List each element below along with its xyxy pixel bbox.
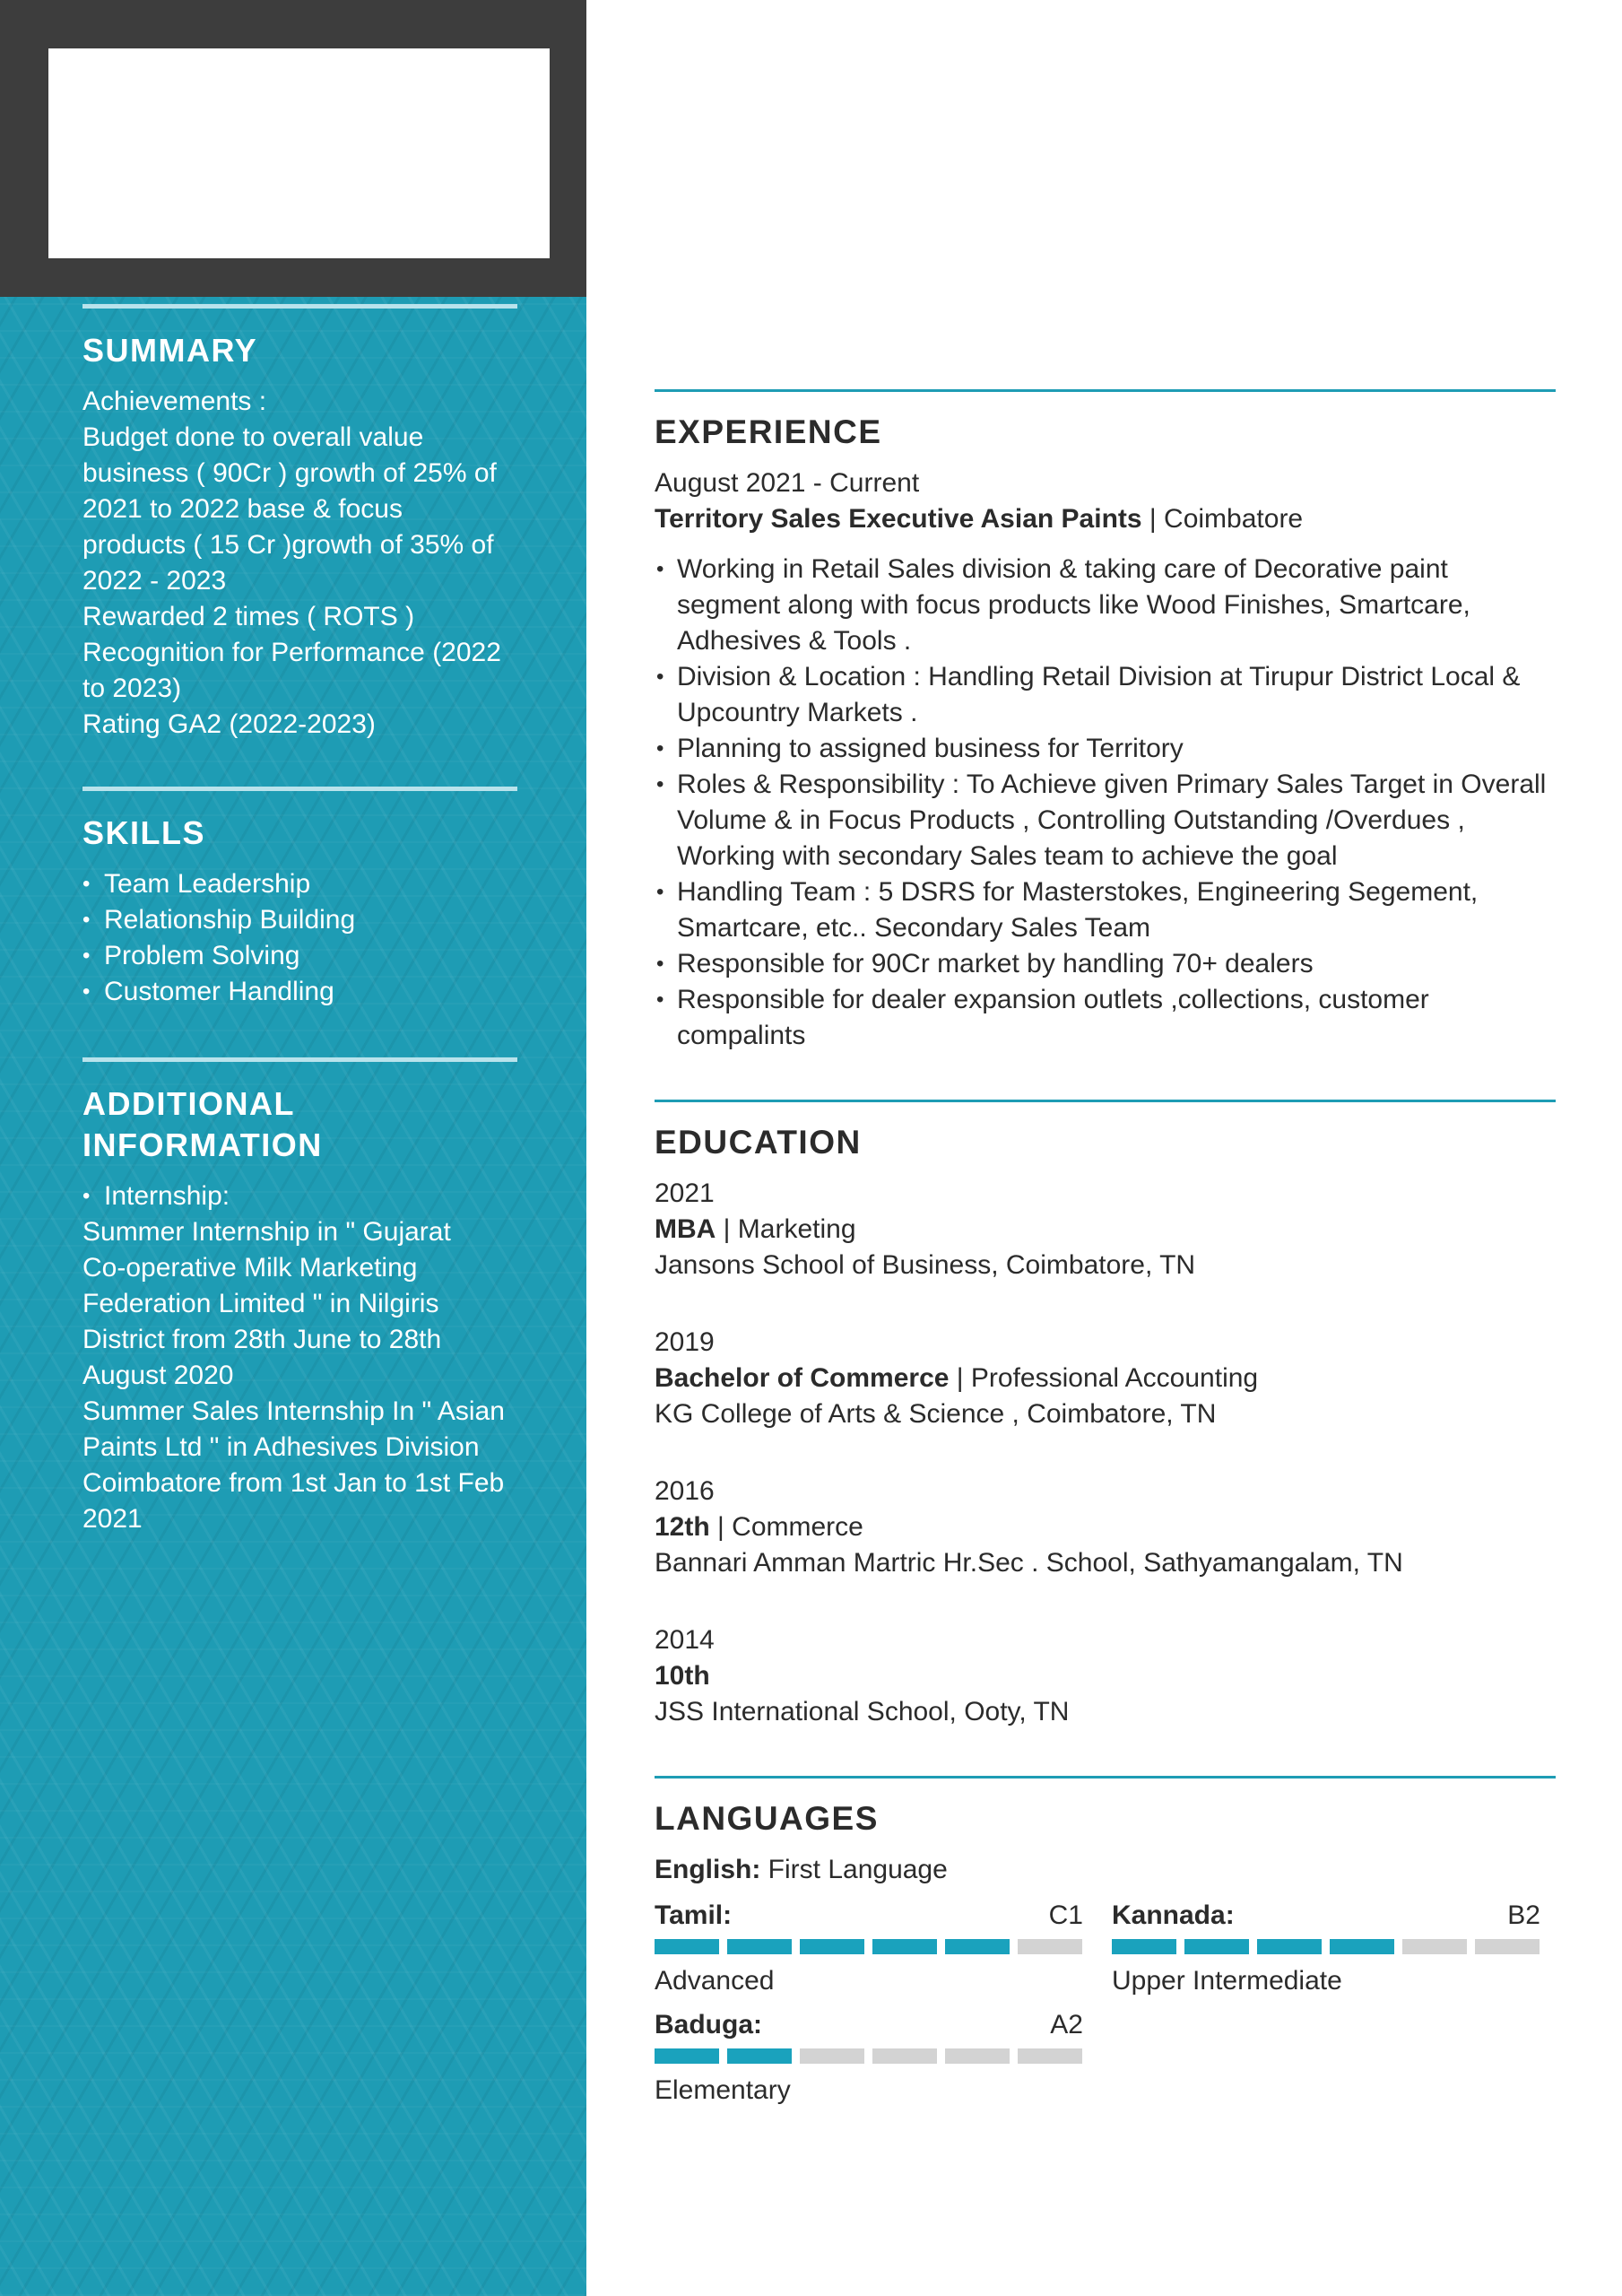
education-degree-line	[655, 1212, 1556, 1248]
experience-bullet: • Responsible for dealer expansion outlets ,collections, customer compalints	[655, 982, 1556, 1054]
proficiency-segment-filled	[1184, 1939, 1249, 1954]
proficiency-segment-filled	[945, 1939, 1010, 1954]
language-level: Upper Intermediate	[1112, 1966, 1342, 1996]
experience-bullets	[655, 552, 1556, 1054]
education-degree: 10th	[655, 1661, 710, 1691]
language-kannada	[1112, 1898, 1540, 1999]
experience-role	[655, 501, 1556, 537]
skill-item: • Team Leadership	[82, 866, 517, 902]
divider	[82, 1057, 517, 1062]
proficiency-segment-filled	[800, 1939, 864, 1954]
additional-heading-line1: ADDITIONAL	[82, 1085, 295, 1122]
language-level: Elementary	[655, 2075, 791, 2105]
internship-bullet: • Internship:	[82, 1178, 517, 1214]
experience-bullet: • Roles & Responsibility : To Achieve given Primary Sales Target in Overall Volume & in Focus Products , Controlling Outstanding /Overdues , Working with secondary Sales team to achieve the goal	[655, 767, 1556, 874]
education-item	[655, 1176, 1556, 1283]
first-language	[655, 1852, 1556, 1888]
experience-bullet: • Handling Team : 5 DSRS for Masterstokes, Engineering Segement, Smartcare, etc.. Secondary Sales Team	[655, 874, 1556, 946]
experience-bullet: • Responsible for 90Cr market by handling 70+ dealers	[655, 946, 1556, 982]
education-degree-line	[655, 1361, 1556, 1396]
experience-bullet: • Division & Location : Handling Retail Division at Tirupur District Local & Upcountry Markets .	[655, 659, 1556, 731]
education-degree: MBA	[655, 1214, 716, 1244]
proficiency-segment-filled	[1112, 1939, 1176, 1954]
proficiency-segment-empty	[800, 2048, 864, 2064]
divider	[655, 389, 1556, 392]
education-degree: Bachelor of Commerce	[655, 1363, 950, 1393]
proficiency-segment-empty	[1402, 1939, 1467, 1954]
proficiency-segment-empty	[1018, 1939, 1082, 1954]
first-language-value: First Language	[760, 1855, 948, 1884]
separator: |	[1141, 504, 1165, 534]
education-year: 2021	[655, 1178, 715, 1208]
internship-text: Summer Internship in " Gujarat Co-operative Milk Marketing Federation Limited " in Nilgiris District from 28th June to 28th August 2020 Summer Sales Internship In " Asian Paints Ltd " in Adhesives Division Coimbatore from 1st Jan to 1st Feb 2021	[82, 1217, 505, 1534]
proficiency-segment-filled	[655, 1939, 719, 1954]
additional-heading-line2: INFORMATION	[82, 1126, 323, 1163]
summary-text: Achievements : Budget done to overall value business ( 90Cr ) growth of 25% of 2021 to 2022 base & focus products ( 15 Cr )growth of 35% of 2022 - 2023 Rewarded 2 times ( ROTS ) Recognition for Performance (2022 to 2023) Rating GA2 (2022-2023)	[82, 387, 501, 739]
education-heading: EDUCATION	[655, 1124, 862, 1161]
skills-list	[82, 866, 517, 1010]
divider	[655, 1100, 1556, 1102]
experience-dates: August 2021 - Current	[655, 468, 920, 498]
proficiency-segment-filled	[655, 2048, 719, 2064]
sidebar	[0, 297, 586, 2296]
skill-item: • Customer Handling	[82, 974, 517, 1010]
language-code: B2	[1507, 1900, 1540, 1930]
education-degree: 12th	[655, 1512, 710, 1542]
proficiency-segment-filled	[1257, 1939, 1322, 1954]
language-code: A2	[1050, 2010, 1083, 2039]
education-degree-line	[655, 1658, 1556, 1694]
experience-bullet: • Planning to assigned business for Territory	[655, 731, 1556, 767]
language-code: C1	[1048, 1900, 1083, 1930]
experience-bullet: • Working in Retail Sales division & taking care of Decorative paint segment along with focus products like Wood Finishes, Smartcare, Adhesives & Tools .	[655, 552, 1556, 659]
skills-heading: SKILLS	[82, 814, 206, 851]
proficiency-segment-filled	[872, 1939, 937, 1954]
summary-section	[82, 304, 517, 743]
education-school: JSS International School, Ooty, TN	[655, 1697, 1070, 1726]
proficiency-segment-empty	[1475, 1939, 1540, 1954]
experience-section	[655, 389, 1556, 1054]
proficiency-segment-filled	[727, 1939, 792, 1954]
job-location: Coimbatore	[1164, 504, 1304, 534]
proficiency-segment-filled	[727, 2048, 792, 2064]
proficiency-segment-empty	[945, 2048, 1010, 2064]
proficiency-bar	[1112, 1939, 1540, 1954]
education-degree-line	[655, 1509, 1556, 1545]
language-tamil	[655, 1898, 1083, 1999]
proficiency-segment-empty	[872, 2048, 937, 2064]
languages-section	[655, 1776, 1556, 2152]
proficiency-segment-empty	[1018, 2048, 1082, 2064]
language-name: Tamil:	[655, 1900, 733, 1930]
language-level: Advanced	[655, 1966, 775, 1996]
proficiency-bar	[655, 1939, 1083, 1954]
divider	[82, 787, 517, 791]
education-item	[655, 1622, 1556, 1730]
language-name: Baduga:	[655, 2010, 762, 2039]
language-baduga	[655, 2007, 1083, 2109]
skill-item: • Relationship Building	[82, 902, 517, 938]
photo-placeholder	[48, 48, 550, 258]
divider	[82, 304, 517, 309]
experience-heading: EXPERIENCE	[655, 413, 882, 450]
education-field: | Commerce	[709, 1512, 863, 1542]
education-year: 2019	[655, 1327, 715, 1357]
education-field: | Professional Accounting	[949, 1363, 1259, 1393]
education-item	[655, 1474, 1556, 1581]
additional-info-section	[82, 1057, 517, 1537]
divider	[655, 1776, 1556, 1779]
education-year: 2014	[655, 1625, 715, 1655]
summary-heading: SUMMARY	[82, 332, 258, 369]
additional-info-heading	[82, 1083, 517, 1166]
proficiency-bar	[655, 2048, 1083, 2064]
first-language-label: English:	[655, 1855, 761, 1884]
education-field: | Marketing	[716, 1214, 856, 1244]
skill-item: • Problem Solving	[82, 938, 517, 974]
education-school: Jansons School of Business, Coimbatore, TN	[655, 1250, 1196, 1280]
education-year: 2016	[655, 1476, 715, 1506]
education-school: Bannari Amman Martric Hr.Sec . School, Sathyamangalam, TN	[655, 1548, 1403, 1578]
proficiency-segment-filled	[1330, 1939, 1394, 1954]
education-school: KG College of Arts & Science , Coimbatore, TN	[655, 1399, 1217, 1429]
education-section	[655, 1100, 1556, 1771]
languages-heading: LANGUAGES	[655, 1800, 879, 1837]
sidebar-header	[0, 0, 586, 297]
job-title: Territory Sales Executive Asian Paints	[655, 504, 1142, 534]
additional-list	[82, 1178, 517, 1214]
skills-section	[82, 787, 517, 1010]
language-name: Kannada:	[1112, 1900, 1235, 1930]
education-item	[655, 1325, 1556, 1432]
